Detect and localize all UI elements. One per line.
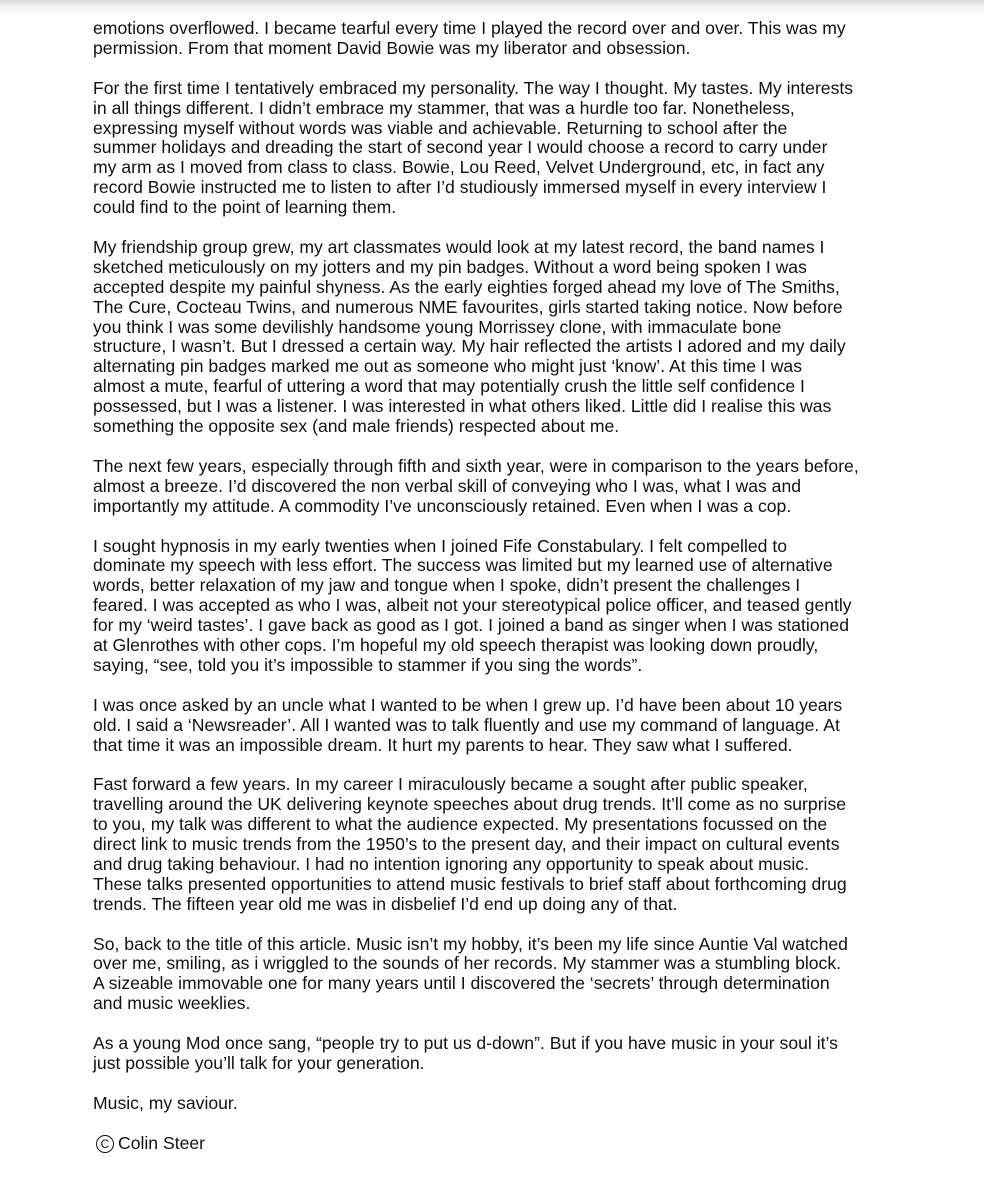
paragraph: I was once asked by an uncle what I wanted to be when I grew up. I’d have been about 10 years old. I said a ‘Newsreader’. All I wanted was to talk fluently and use my command of language. At that time it was an impossible dream. It hurt my parents to hear. They saw what I suffered. [93,694,843,755]
paragraph: The next few years, especially through fifth and sixth year, were in comparison to the years before, almost a breeze. I’d discovered the non verbal skill of conveying who I was, what I was and importantly my attitude. A commodity I’ve unconsciously retained. Even when I was a cop. [93,455,859,516]
author-name: Colin Steer [118,1132,206,1153]
paragraph: For the first time I tentatively embraced my personality. The way I thought. My tastes. My interests in all things different. I didn’t embrace my stammer, that was a hurdle too far. Nonetheless, expressing myself without words was viable and achievable. Returning to school after the summer holidays and dreading the start of second year I would choose a record to carry under my arm as I moved from class to class. Bowie, Lou Reed, Velvet Underground, etc, in fact any record Bowie instructed me to listen to after I’d studiously immersed myself in every interview I could find to the point of learning them. [93,77,854,218]
paragraph: As a young Mod once sang, “people try to put us d-down”. But if you have music in your soul it’s just possible you’ll talk for your generation. [93,1033,838,1073]
paragraph: Fast forward a few years. In my career I miraculously became a sought after public speaker, travelling around the UK delivering keynote speeches about drug trends. It’ll come as no surprise to you, my talk was different to what the audience expected. My presentations focussed on the direct link to music trends from the 1950’s to the present day, and their impact on cultural events and drug taking behaviour. I had no intention ignoring any opportunity to speak about music. These talks presented opportunities to attend music festivals to brief staff about forthcoming drug trends. The fifteen year old me was in disbelief I’d end up doing any of that. [93,774,847,914]
paragraph: So, back to the title of this article. Music isn’t my hobby, it’s been my life since Auntie Val watched over me, smiling, as i wriggled to the sounds of her records. My stammer was a stumbling block. A sizeable immovable one for many years until I discovered the ‘secrets’ through determination and music weeklies. [93,933,848,1014]
paragraph: My friendship group grew, my art classmates would look at my latest record, the band names I sketched meticulously on my jotters and my pin badges. Without a word being spoken I was accepted despite my painful shyness. As the early eighties forged ahead my love of The Smiths, The Cure, Cocteau Twins, and numerous NME favourites, girls started taking notice. Now before you think I was some devilishly handsome young Morrissey clone, with immaculate bone structure, I wasn’t. But I dressed a certain way. My hair reflected the artists I adored and my daily alternating pin badges marked me out as someone who might just ‘know’. At this time I was almost a mute, fearful of uttering a word that may potentially crush the little self confidence I possessed, but I was a listener. I was interested in what others liked. Little did I realise this was something the opposite sex (and male friends) respected about me. [93,236,846,437]
copyright-icon: C [96,1135,114,1153]
closing-line: Music, my saviour. [93,1092,238,1113]
paragraph: emotions overflowed. I became tearful every time I played the record over and over. This was my permission. From that moment David Bowie was my liberator and obsession. [93,18,846,58]
top-shadow [0,0,984,14]
paragraph: I sought hypnosis in my early twenties when I joined Fife Constabulary. I felt compelled to dominate my speech with less effort. The success was limited but my learned use of alternative words, better relaxation of my jaw and tongue when I spoke, didn’t present the challenges I feared. I was accepted as who I was, albeit not your stereotypical police officer, and teased gently for my ‘weird tastes’. I gave back as good as I got. I joined a band as singer when I was stationed at Glenrothes with other cops. I’m hopeful my old speech therapist was looking down proudly, saying, “see, told you it’s impossible to stammer if you sing the words”. [93,535,852,675]
article-body [93,19,893,1154]
copyright-footer [93,1134,893,1154]
